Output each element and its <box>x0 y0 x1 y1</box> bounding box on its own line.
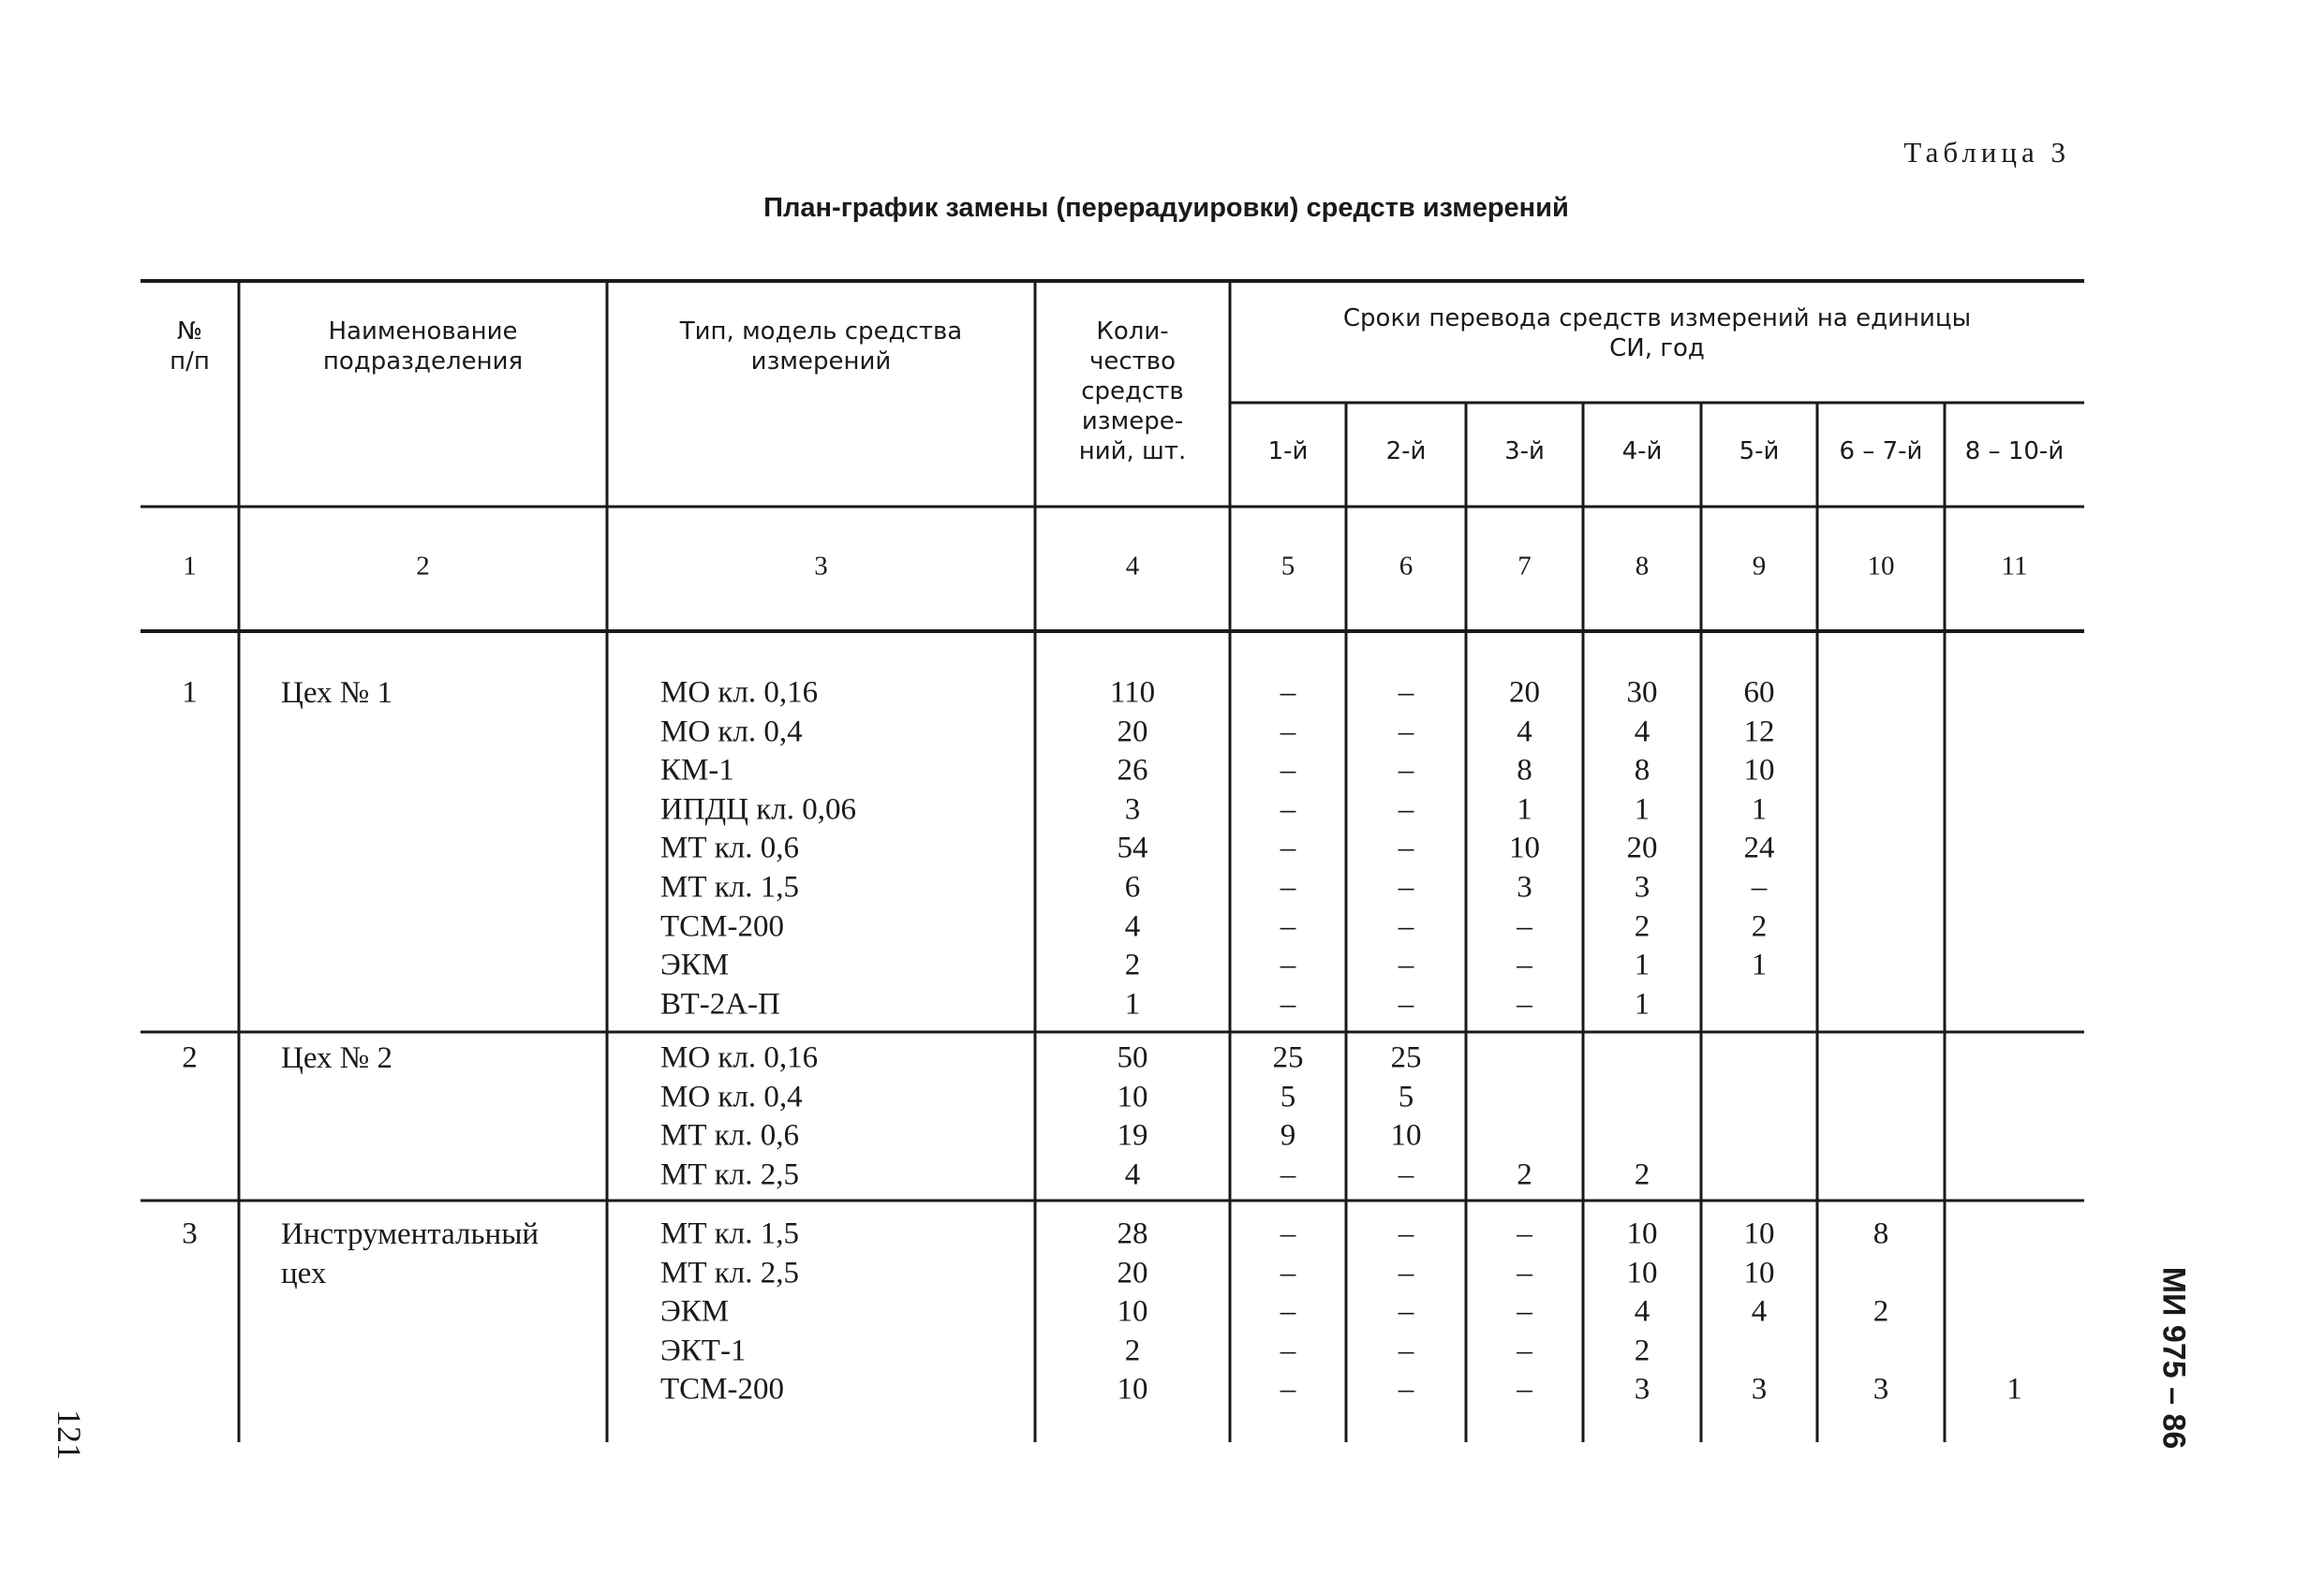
period-cell: – <box>1398 948 1414 982</box>
period-cell: – <box>1398 1334 1414 1368</box>
page-number: 121 <box>51 1409 88 1460</box>
quantity-cell: 4 <box>1124 909 1141 944</box>
period-cell: – <box>1517 1216 1532 1251</box>
model-cell: ЭКМ <box>660 948 730 982</box>
quantity-cell: 26 <box>1117 753 1148 788</box>
column-number: 11 <box>2001 551 2028 582</box>
period-cell: 1 <box>2006 1372 2022 1407</box>
period-cell: 24 <box>1743 831 1775 865</box>
model-cell: МО кл. 0,16 <box>660 675 819 710</box>
period-cell: 9 <box>1280 1118 1296 1153</box>
period-cell: 3 <box>1751 1372 1768 1407</box>
period-cell: 60 <box>1743 675 1775 710</box>
period-cell: – <box>1280 1256 1296 1290</box>
period-cell: 4 <box>1634 715 1650 749</box>
quantity-cell: 19 <box>1117 1118 1148 1153</box>
quantity-cell: 110 <box>1109 675 1156 710</box>
quantity-cell: 28 <box>1117 1216 1148 1251</box>
model-cell: ТСМ-200 <box>660 909 784 944</box>
table-title: План-график замены (перерадуировки) средств измерений <box>763 193 1569 223</box>
period-cell: 1 <box>1751 948 1768 982</box>
period-cell: 8 <box>1634 753 1650 788</box>
period-cell: – <box>1280 1157 1296 1192</box>
period-cell: – <box>1398 1157 1414 1192</box>
model-cell: МТ кл. 2,5 <box>660 1157 800 1192</box>
period-cell: 10 <box>1626 1256 1658 1290</box>
quantity-cell: 20 <box>1117 715 1148 749</box>
model-cell: КМ-1 <box>660 753 734 788</box>
period-cell: 1 <box>1634 987 1650 1022</box>
quantity-cell: 6 <box>1124 870 1141 905</box>
period-cell: – <box>1280 675 1296 710</box>
model-cell: МО кл. 0,16 <box>660 1040 819 1075</box>
period-cell: – <box>1517 1256 1532 1290</box>
model-cell: ТСМ-200 <box>660 1372 784 1407</box>
period-cell: – <box>1280 909 1296 944</box>
period-cell: 2 <box>1517 1157 1532 1192</box>
period-cell: – <box>1280 792 1296 827</box>
header-year: 6 – 7-й <box>1839 437 1923 465</box>
header-year: 4-й <box>1621 437 1663 465</box>
model-cell: ВТ-2А-П <box>660 987 780 1022</box>
row-number: 3 <box>182 1216 198 1251</box>
period-cell: 10 <box>1509 831 1540 865</box>
period-cell: 3 <box>1517 870 1532 905</box>
period-cell: – <box>1398 831 1414 865</box>
quantity-cell: 2 <box>1124 1334 1141 1368</box>
period-cell: 10 <box>1743 1256 1775 1290</box>
header-quantity: Коли- чество средств измере- ний, шт. <box>1078 317 1187 465</box>
period-cell: – <box>1398 909 1414 944</box>
period-cell: 4 <box>1751 1294 1768 1329</box>
quantity-cell: 3 <box>1124 792 1141 827</box>
period-cell: 10 <box>1743 753 1775 788</box>
period-cell: – <box>1280 948 1296 982</box>
column-number: 5 <box>1280 551 1295 582</box>
period-cell: 3 <box>1873 1372 1889 1407</box>
row-number: 1 <box>182 675 198 710</box>
quantity-cell: 2 <box>1124 948 1141 982</box>
model-cell: МТ кл. 1,5 <box>660 1216 800 1251</box>
period-cell: 10 <box>1390 1118 1422 1153</box>
header-year: 5-й <box>1739 437 1780 465</box>
model-cell: МО кл. 0,4 <box>660 1080 803 1114</box>
period-cell: – <box>1280 715 1296 749</box>
header-year: 3-й <box>1504 437 1545 465</box>
period-cell: 10 <box>1743 1216 1775 1251</box>
model-cell: ЭКТ-1 <box>660 1334 747 1368</box>
header-year: 2-й <box>1385 437 1427 465</box>
column-number: 2 <box>416 551 430 582</box>
header-year: 1-й <box>1267 437 1309 465</box>
quantity-cell: 4 <box>1124 1157 1141 1192</box>
model-cell: МТ кл. 0,6 <box>660 831 800 865</box>
period-cell: 5 <box>1398 1080 1414 1114</box>
period-cell: 3 <box>1634 1372 1650 1407</box>
period-cell: 2 <box>1634 1334 1650 1368</box>
period-cell: 4 <box>1634 1294 1650 1329</box>
period-cell: 3 <box>1634 870 1650 905</box>
model-cell: МТ кл. 2,5 <box>660 1256 800 1290</box>
period-cell: – <box>1280 831 1296 865</box>
model-cell: ИПДЦ кл. 0,06 <box>660 792 857 827</box>
period-cell: – <box>1517 909 1532 944</box>
period-cell: – <box>1398 1372 1414 1407</box>
period-cell: – <box>1398 675 1414 710</box>
quantity-cell: 54 <box>1117 831 1148 865</box>
model-cell: ЭКМ <box>660 1294 730 1329</box>
column-number: 10 <box>1867 551 1895 582</box>
column-number: 6 <box>1399 551 1414 582</box>
period-cell: – <box>1517 987 1532 1022</box>
period-cell: – <box>1398 715 1414 749</box>
period-cell: – <box>1517 1294 1532 1329</box>
period-cell: – <box>1398 1216 1414 1251</box>
header-periods-title: Сроки перевода средств измерений на единицы СИ, год <box>1342 304 1972 362</box>
period-cell: – <box>1517 948 1532 982</box>
period-cell: – <box>1280 1372 1296 1407</box>
quantity-cell: 10 <box>1117 1080 1148 1114</box>
header-type-model: Тип, модель средства измерений <box>679 317 963 376</box>
period-cell: – <box>1398 1256 1414 1290</box>
period-cell: – <box>1280 1294 1296 1329</box>
column-number: 8 <box>1635 551 1650 582</box>
period-cell: 25 <box>1272 1040 1304 1075</box>
period-cell: – <box>1280 1334 1296 1368</box>
period-cell: 2 <box>1873 1294 1889 1329</box>
quantity-cell: 10 <box>1117 1372 1148 1407</box>
period-cell: 20 <box>1626 831 1658 865</box>
quantity-cell: 1 <box>1124 987 1141 1022</box>
period-cell: – <box>1280 1216 1296 1251</box>
division-name: Цех № 1 <box>281 676 393 710</box>
period-cell: 5 <box>1280 1080 1296 1114</box>
period-cell: – <box>1280 870 1296 905</box>
quantity-cell: 20 <box>1117 1256 1148 1290</box>
period-cell: 25 <box>1390 1040 1422 1075</box>
period-cell: – <box>1517 1334 1532 1368</box>
header-num: № п/п <box>170 317 210 376</box>
period-cell: 30 <box>1626 675 1658 710</box>
quantity-cell: 10 <box>1117 1294 1148 1329</box>
period-cell: – <box>1517 1372 1532 1407</box>
period-cell: 8 <box>1873 1216 1889 1251</box>
period-cell: 8 <box>1517 753 1532 788</box>
period-cell: 4 <box>1517 715 1532 749</box>
period-cell: 2 <box>1751 909 1768 944</box>
document-code: МИ 975 – 86 <box>2155 1266 2192 1450</box>
period-cell: – <box>1280 753 1296 788</box>
period-cell: – <box>1398 987 1414 1022</box>
period-cell: – <box>1398 792 1414 827</box>
quantity-cell: 50 <box>1117 1040 1148 1075</box>
column-number: 3 <box>814 551 828 582</box>
period-cell: 1 <box>1517 792 1532 827</box>
period-cell: – <box>1280 987 1296 1022</box>
period-cell: 10 <box>1626 1216 1658 1251</box>
period-cell: – <box>1751 870 1768 905</box>
period-cell: 1 <box>1634 792 1650 827</box>
table-label: Таблица 3 <box>1903 136 2070 169</box>
column-number: 4 <box>1125 551 1140 582</box>
column-number: 7 <box>1517 551 1532 582</box>
division-name: Инструментальный цех <box>281 1217 540 1290</box>
period-cell: – <box>1398 753 1414 788</box>
header-year: 8 – 10-й <box>1964 437 2065 465</box>
row-number: 2 <box>182 1040 198 1075</box>
period-cell: 2 <box>1634 1157 1650 1192</box>
model-cell: МО кл. 0,4 <box>660 715 803 749</box>
period-cell: – <box>1398 1294 1414 1329</box>
period-cell: 20 <box>1509 675 1540 710</box>
model-cell: МТ кл. 0,6 <box>660 1118 800 1153</box>
period-cell: 12 <box>1743 715 1775 749</box>
period-cell: 2 <box>1634 909 1650 944</box>
division-name: Цех № 2 <box>281 1041 393 1075</box>
column-number: 1 <box>183 551 197 582</box>
period-cell: 1 <box>1751 792 1768 827</box>
column-number: 9 <box>1752 551 1767 582</box>
header-division: Наименование подразделения <box>322 317 524 376</box>
period-cell: 1 <box>1634 948 1650 982</box>
period-cell: – <box>1398 870 1414 905</box>
model-cell: МТ кл. 1,5 <box>660 870 800 905</box>
